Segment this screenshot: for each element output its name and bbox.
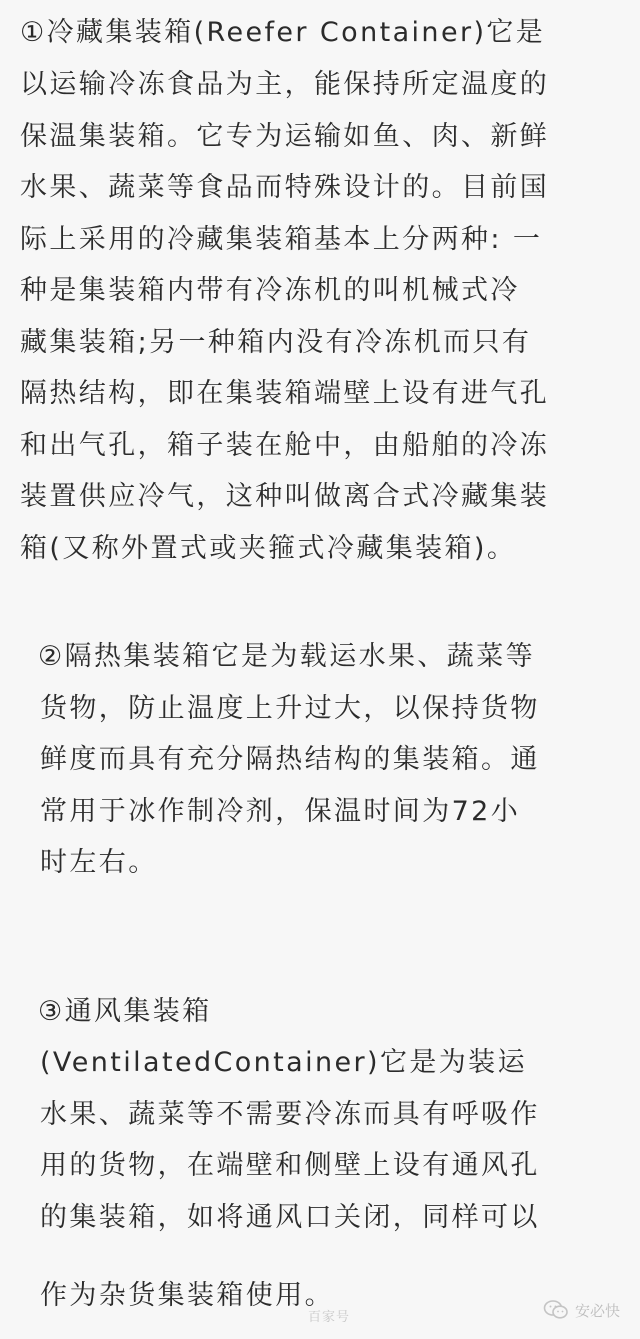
text-line: 时左右。 xyxy=(40,847,158,878)
text-line: (VentilatedContainer)它是为装运 xyxy=(40,1047,527,1078)
text-line: 常用于冰作制冷剂，保温时间为72小 xyxy=(40,796,521,827)
text-line: 鲜度而具有充分隔热结构的集装箱。通 xyxy=(40,744,540,775)
text-line: 装置供应冷气，这种叫做离合式冷藏集装 xyxy=(20,481,550,512)
text-line: 的集装箱，如将通风口关闭，同样可以 xyxy=(40,1202,540,1233)
text-line: 作为杂货集装箱使用。 xyxy=(40,1280,334,1311)
wechat-icon xyxy=(543,1299,569,1321)
text-line: 藏集装箱;另一种箱内没有冷冻机而只有 xyxy=(20,327,532,358)
text-line: 保温集装箱。它专为运输如鱼、肉、新鲜 xyxy=(20,121,550,152)
text-line: 际上采用的冷藏集装箱基本上分两种: 一 xyxy=(20,224,543,255)
text-line: 水果、蔬菜等食品而特殊设计的。目前国 xyxy=(20,172,550,203)
watermark-text: 安必快 xyxy=(574,1301,620,1320)
text-line: ③通风集装箱 xyxy=(38,996,212,1027)
text-line: ①冷藏集装箱(Reefer Container)它是 xyxy=(20,17,546,48)
text-line: 隔热结构，即在集装箱端壁上设有进气孔 xyxy=(20,378,550,409)
text-line: ②隔热集装箱它是为载运水果、蔬菜等 xyxy=(38,641,536,672)
text-line: 货物，防止温度上升过大，以保持货物 xyxy=(40,693,540,724)
text-line: 和出气孔，箱子装在舱中，由船舶的冷冻 xyxy=(20,430,550,461)
watermark xyxy=(543,1299,620,1321)
text-line: 以运输冷冻食品为主，能保持所定温度的 xyxy=(20,69,550,100)
text-line: 水果、蔬菜等不需要冷冻而具有呼吸作 xyxy=(40,1099,540,1130)
text-line: 箱(又称外置式或夹箍式冷藏集装箱)。 xyxy=(20,533,517,564)
watermark-left-text: 百家号 xyxy=(308,1310,351,1325)
text-line: 种是集装箱内带有冷冻机的叫机械式冷 xyxy=(20,275,520,306)
text-line: 用的货物，在端壁和侧壁上设有通风孔 xyxy=(40,1150,540,1181)
